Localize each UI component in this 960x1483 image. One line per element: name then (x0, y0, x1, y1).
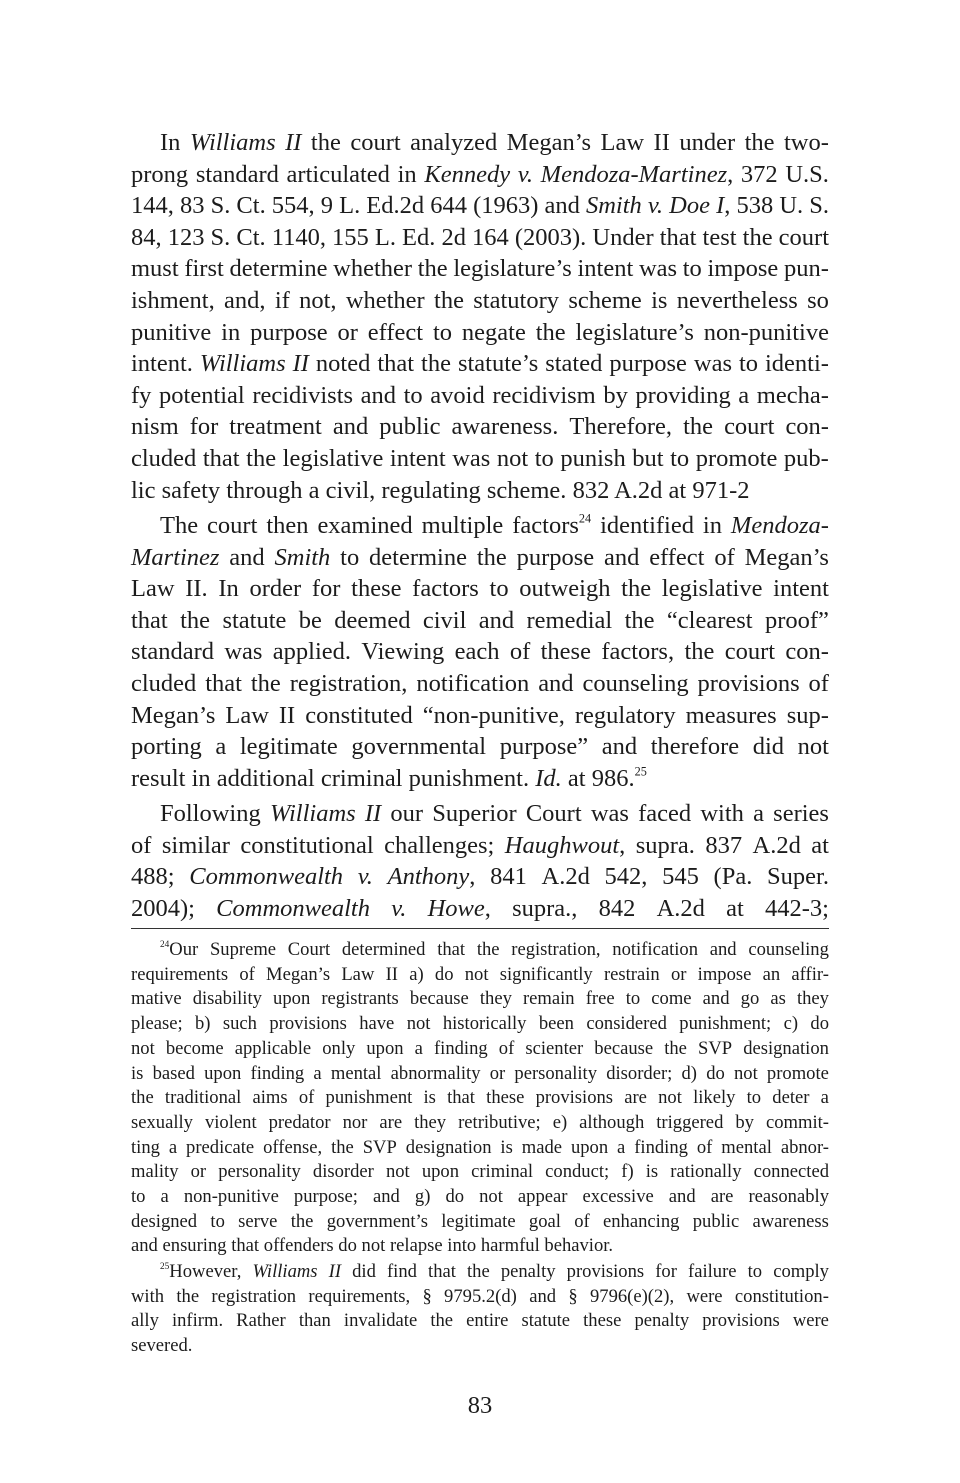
text-line: intent. Williams II noted that the statute’s stated purpose was to identi- (131, 350, 829, 378)
page-number: 83 (467, 1392, 493, 1419)
text-line: In Williams II the court analyzed Megan’s Law II under the two- (160, 129, 829, 156)
text-line: Megan’s Law II constituted “non-punitive, regulatory measures sup- (131, 701, 829, 729)
text-line: punitive in purpose or effect to negate the legislature’s non-punitive (131, 318, 829, 346)
text-line: must first determine whether the legislature’s intent was to impose pun- (131, 255, 829, 283)
text-line: with the registration requirements, § 9795.2(d) and § 9796(e)(2), were constitution- (131, 1285, 829, 1307)
text-line: the traditional aims of punishment is that these provisions are not likely to deter a (131, 1087, 829, 1109)
text-line: standard was applied. Viewing each of these factors, the court con- (131, 638, 829, 666)
text-line: mality or personality disorder not upon criminal conduct; f) is rationally connected (131, 1161, 829, 1183)
text-line: sexually violent predator nor are they retributive; e) although triggered by commit- (131, 1111, 829, 1133)
text-line: fy potential recidivists and to avoid recidivism by providing a mecha- (131, 381, 829, 409)
text-line: lic safety through a civil, regulating scheme. 832 A.2d at 971-2 (131, 476, 750, 504)
text-line: please; b) such provisions have not historically been considered punishment; c) do (131, 1013, 829, 1035)
text-line: that the statute be deemed civil and remedial the “clearest proof” (131, 606, 829, 634)
text-line: designed to serve the government’s legitimate goal of enhancing public awareness (131, 1210, 829, 1232)
text-line: ishment, and, if not, whether the statutory scheme is nevertheless so (131, 287, 829, 314)
text-line: severed. (131, 1335, 193, 1357)
text-line: of similar constitutional challenges; Haughwout, supra. 837 A.2d at (131, 831, 829, 859)
text-line: to a non-punitive purpose; and g) do not appear excessive and are reasonably (131, 1186, 829, 1207)
text-line: porting a legitimate governmental purpose” and therefore did not (131, 733, 829, 761)
text-line: result in additional criminal punishment. Id. at 986.25 (131, 764, 647, 792)
text-line: nism for treatment and public awareness. Therefore, the court con- (131, 413, 829, 441)
text-line: and ensuring that offenders do not relapse into harmful behavior. (131, 1235, 614, 1257)
text-line: $^{25}$However, Williams II did find that the penalty provisions for failure to comply (160, 1261, 829, 1282)
text-line: The court then examined multiple factors$^{24}$ identified in Mendoza- (160, 511, 829, 539)
text-line: is based upon finding a mental abnormality or personality disorder; d) do not promote (131, 1062, 829, 1084)
text-line: cluded that the legislative intent was not to punish but to promote pub- (131, 445, 829, 472)
footnote-separator (131, 928, 829, 929)
text-line: mative disability upon registrants because they remain free to come and go as they (131, 988, 829, 1010)
text-line: $^{24}$Our Supreme Court determined that the registration, notification and counseling (160, 939, 829, 960)
text-line: requirements of Megan’s Law II a) do not significantly restrain or impose an affir- (131, 963, 829, 985)
text-line: 488; Commonwealth v. Anthony, 841 A.2d 542, 545 (Pa. Super. (131, 863, 829, 891)
text-line: Martinez and Smith to determine the purpose and effect of Megan’s (131, 543, 829, 571)
text-line: 84, 123 S. Ct. 1140, 155 L. Ed. 2d 164 (2003). Under that test the court (131, 223, 829, 251)
text-line: not become applicable only upon a finding of scienter because the SVP designation (131, 1037, 829, 1059)
text-line: 2004); Commonwealth v. Howe, supra., 842 A.2d at 442-3; (131, 894, 829, 922)
text-line: prong standard articulated in Kennedy v. Mendoza-Martinez, 372 U.S. (131, 160, 829, 188)
text-line: cluded that the registration, notification and counseling provisions of (131, 670, 829, 697)
text-line: 144, 83 S. Ct. 554, 9 L. Ed.2d 644 (1963) and Smith v. Doe I, 538 U. S. (131, 192, 829, 220)
text-line: Law II. In order for these factors to outweigh the legislative intent (131, 575, 829, 603)
text-line: ally infirm. Rather than invalidate the entire statute these penalty provisions were (131, 1310, 829, 1332)
text-line: ting a predicate offense, the SVP designation is made upon a finding of mental abnor- (131, 1136, 829, 1158)
text-line: Following Williams II our Superior Court was faced with a series (160, 800, 829, 827)
